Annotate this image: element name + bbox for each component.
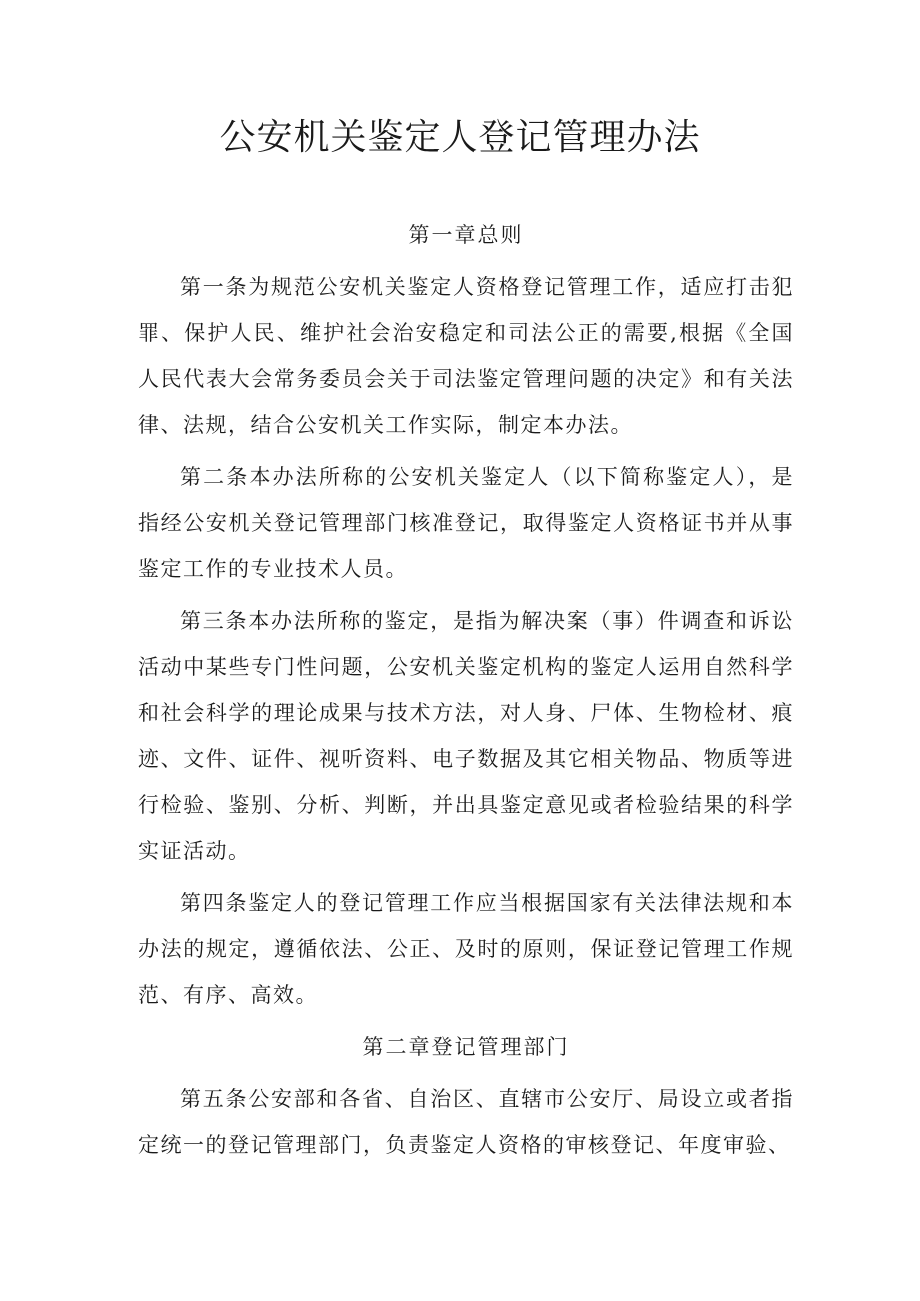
document-title: 公安机关鉴定人登记管理办法	[219, 117, 701, 158]
chapter-2-heading: 第二章登记管理部门	[362, 1035, 570, 1059]
article-1: 第一条为规范公安机关鉴定人资格登记管理工作，适应打击犯罪、保护人民、维护社会治安稳定和司法公正的需要,根据《全国人民代表大会常务委员会关于司法鉴定管理问题的决定》和有关法律、法规，结合公安机关工作实际，制定本办法。	[138, 275, 794, 437]
article-2: 第二条本办法所称的公安机关鉴定人（以下简称鉴定人），是指经公安机关登记管理部门核准登记，取得鉴定人资格证书并从事鉴定工作的专业技术人员。	[138, 465, 794, 581]
article-3: 第三条本办法所称的鉴定，是指为解决案（事）件调查和诉讼活动中某些专门性问题，公安机关鉴定机构的鉴定人运用自然科学和社会科学的理论成果与技术方法，对人身、尸体、生物检材、痕迹、文件、证件、视听资料、电子数据及其它相关物品、物质等进行检验、鉴别、分析、判断，并出具鉴定意见或者检验结果的科学实证活动。	[138, 609, 794, 863]
article-5: 第五条公安部和各省、自治区、直辖市公安厅、局设立或者指定统一的登记管理部门，负责鉴定人资格的审核登记、年度审验、	[138, 1087, 794, 1157]
article-4: 第四条鉴定人的登记管理工作应当根据国家有关法律法规和本办法的规定，遵循依法、公正、及时的原则，保证登记管理工作规范、有序、高效。	[138, 891, 794, 1007]
chapter-1-heading: 第一章总则	[408, 223, 524, 247]
document-body	[138, 212, 794, 1174]
